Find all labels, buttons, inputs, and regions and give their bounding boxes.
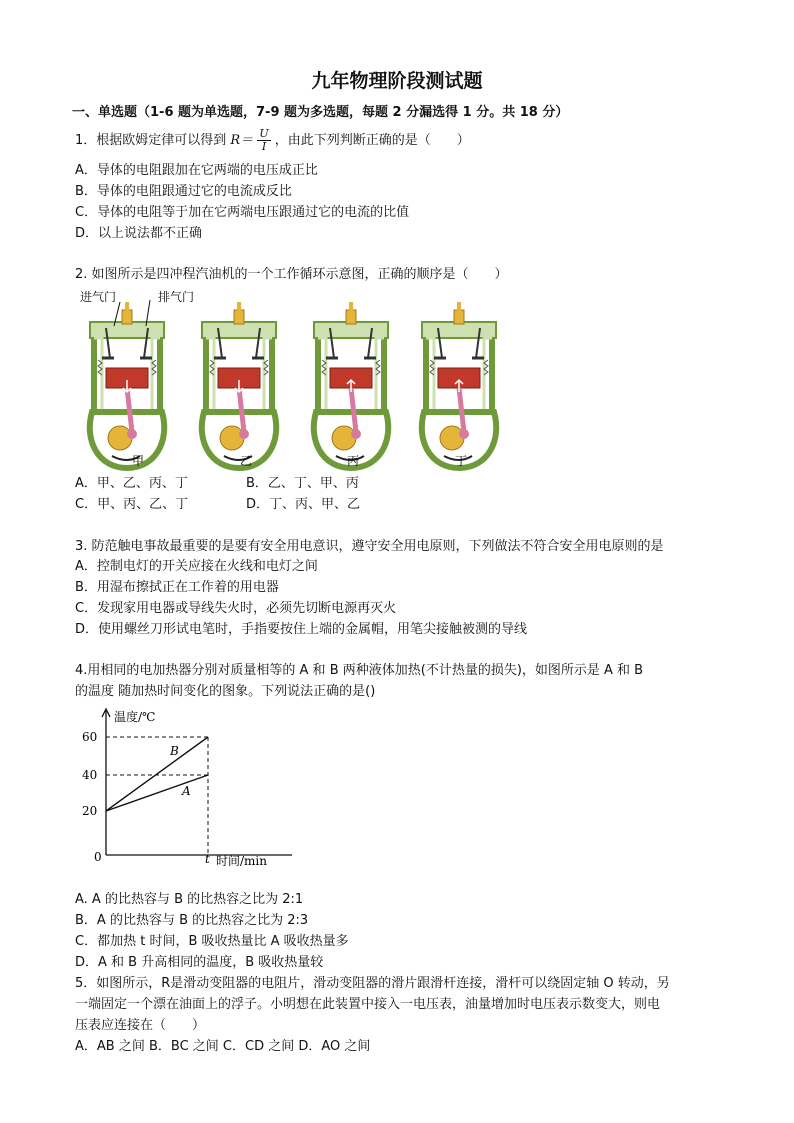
q2-engine-label-bing: 丙 [347, 454, 360, 468]
page-title: 九年物理阶段测试题 [311, 70, 483, 92]
graph-series-a-label: A [182, 784, 191, 798]
q5-line3-end: ） [192, 1018, 206, 1033]
q1-option-d: D．以上说法都不正确 [75, 226, 203, 241]
q4-option-d: D．A 和 B 升高相同的温度，B 吸收热量较 [75, 955, 324, 970]
q1-formula-numerator: U [259, 127, 269, 140]
q4-option-b: B．A 的比热容与 B 的比热容之比为 2:3 [75, 913, 309, 928]
graph-x-tick-t: t [205, 852, 210, 866]
temperature-time-graph [80, 705, 300, 875]
q2-stem [75, 267, 508, 283]
graph-y-tick-20: 20 [82, 804, 98, 818]
q3-option-d: D．使用螺丝刀形试电笔时，手指要按住上端的金属帽，用笔尖接触被测的导线 [75, 622, 528, 637]
q1-formula-denominator: I [261, 140, 267, 153]
q3-option-c: C．发现家用电器或导线失火时，必须先切断电源再灭火 [75, 601, 397, 616]
q5-line3 [75, 1018, 205, 1034]
q5-line3-prefix: 压表应连接在（ [75, 1018, 167, 1033]
graph-y-tick-60: 60 [82, 730, 98, 744]
q1-stem-prefix: 1．根据欧姆定律可以得到 [75, 133, 227, 148]
q2-option-a: A．甲、乙、丙、丁 [75, 476, 188, 491]
q3-stem: 3. 防范触电事故最重要的是要有安全用电意识，遵守安全用电原则，下列做法不符合安全用电原则的是 [75, 539, 664, 554]
q2-exhaust-valve-label: 排气门 [158, 290, 195, 304]
graph-series-a-line [106, 775, 208, 811]
q2-engine-label-jia: 甲 [132, 454, 145, 468]
engine-cycle-figure [72, 286, 512, 472]
section-heading: 一、单选题（1-6 题为单选题，7-9 题为多选题，每题 2 分漏选得 1 分。共 18 分） [72, 105, 569, 120]
q1-stem-end: ） [456, 133, 470, 148]
q4-stem-line2: 的温度 随加热时间变化的图象。下列说法正确的是() [75, 684, 376, 699]
q2-stem-end: ） [494, 267, 508, 282]
q2-option-b: B．乙、丁、甲、丙 [246, 476, 359, 491]
q2-option-d: D．丁、丙、甲、乙 [246, 497, 361, 512]
graph-series-b-label: B [170, 744, 179, 758]
q1-option-a: A．导体的电阻跟加在它两端的电压成正比 [75, 163, 318, 178]
q1-stem-suffix: ，由此下列判断正确的是（ [274, 133, 431, 148]
graph-y-tick-40: 40 [82, 768, 98, 782]
graph-y-label: 温度/℃ [114, 710, 156, 724]
graph-series-b-line [106, 737, 208, 811]
q2-option-c: C．甲、丙、乙、丁 [75, 497, 189, 512]
q3-option-b: B．用湿布擦拭正在工作着的用电器 [75, 580, 279, 595]
q2-intake-valve-label: 进气门 [80, 290, 117, 304]
q2-engine-label-ding: 丁 [455, 454, 468, 468]
q4-stem-line1: 4.用相同的电加热器分别对质量相等的 A 和 B 两种液体加热(不计热量的损失)，如图所示是 A 和 B [75, 663, 644, 678]
q5-line1: 5．如图所示，R是滑动变阻器的电阻片，滑动变阻器的滑片跟滑杆连接，滑杆可以绕固定轴 O 转动，另 [75, 976, 670, 991]
q1-formula-lhs: R＝ [230, 133, 254, 148]
q2-stem-text: 2. 如图所示是四冲程汽油机的一个工作循环示意图，正确的顺序是（ [75, 267, 469, 282]
q1-stem [75, 128, 470, 153]
q4-option-a: A. A 的比热容与 B 的比热容之比为 2:1 [75, 892, 304, 907]
q5-options: A．AB 之间 B．BC 之间 C．CD 之间 D．AO 之间 [75, 1039, 371, 1054]
q1-option-c: C．导体的电阻等于加在它两端电压跟通过它的电流的比值 [75, 205, 410, 220]
q1-formula-fraction [257, 128, 270, 153]
q5-line2: 一端固定一个漂在油面上的浮子。小明想在此装置中接入一电压表，油量增加时电压表示数变大，则电 [75, 997, 661, 1012]
graph-y-tick-0: 0 [94, 850, 102, 864]
q4-option-c: C．都加热 t 时间，B 吸收热量比 A 吸收热量多 [75, 934, 349, 949]
q1-option-b: B．导体的电阻跟通过它的电流成反比 [75, 184, 292, 199]
q3-option-a: A．控制电灯的开关应接在火线和电灯之间 [75, 559, 318, 574]
q2-engine-label-yi: 乙 [240, 454, 253, 468]
graph-x-label: 时间/min [216, 854, 267, 868]
